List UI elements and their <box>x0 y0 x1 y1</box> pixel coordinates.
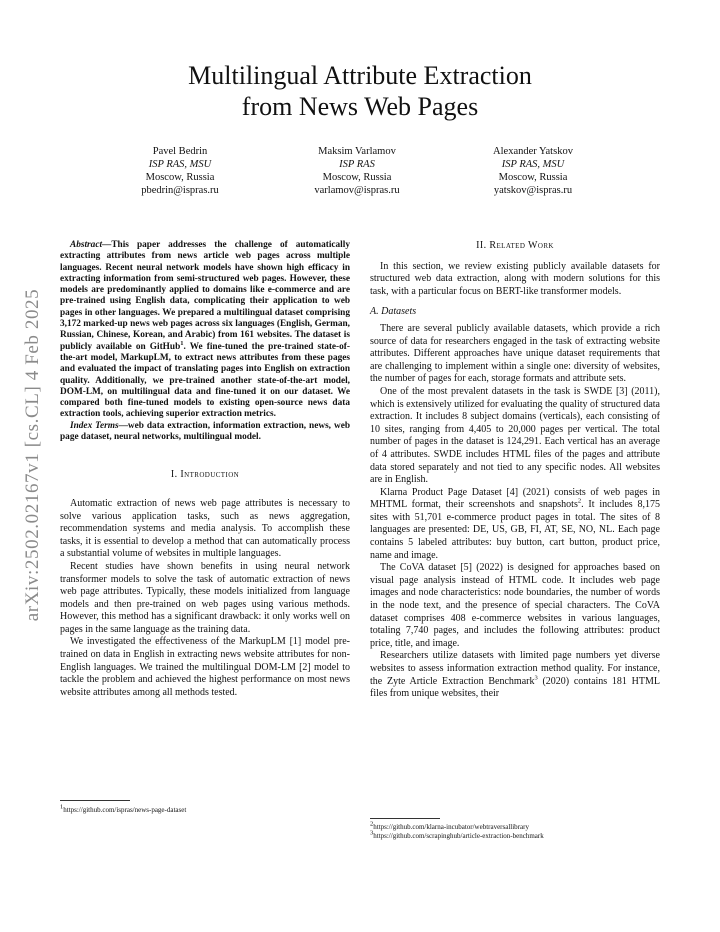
author-name: Pavel Bedrin <box>152 146 208 157</box>
author-affiliation: ISP RAS, MSU <box>501 159 565 170</box>
zyte-text-cont: (2020) contains 181 HTML files from unique websites, their <box>370 675 660 700</box>
arxiv-id[interactable]: arXiv:2502.02167v1 [cs.CL] 4 Feb 2025 <box>22 288 43 622</box>
footnote-rule <box>60 800 130 801</box>
footnote-2 <box>370 820 529 832</box>
author-affiliation: ISP RAS, MSU <box>148 159 212 170</box>
arxiv-stamp <box>22 255 44 655</box>
author-email[interactable]: varlamov@ispras.ru <box>314 185 400 196</box>
author-name: Maksim Varlamov <box>318 146 396 157</box>
footnote-link[interactable]: https://github.com/scrapinghub/article-extraction-benchmark <box>373 832 544 840</box>
abstract-body: —This paper addresses the challenge of automatically extracting attributes from news article web pages across multiple languages. Recent neural network models have shown high efficacy in extracting information from semi-structured web pages. However, these models are predominantly applied to domains like e-commerce and are pre-trained using English data, complicating their application to web pages in other languages. We prepared a multilingual dataset comprising 3,172 marked-up news web pages across six languages (English, German, Russian, Chinese, Korean, and Arabic) from 161 websites. The dataset is publicly available on GitHub <box>60 240 350 352</box>
paper-title <box>100 60 620 122</box>
related-paragraph <box>370 650 660 700</box>
index-terms-text: —web data extraction, information extraction, news, web page dataset, neural networks, multilingual model. <box>60 420 350 443</box>
footnote-rule <box>370 818 440 819</box>
author-location: Moscow, Russia <box>322 172 392 183</box>
footnote-1 <box>60 803 187 815</box>
footnote-mark: 3 <box>370 829 374 837</box>
abstract <box>60 240 350 443</box>
footnote-mark: 2 <box>370 820 374 828</box>
author-2 <box>262 145 452 197</box>
index-terms-label: Index Terms <box>70 420 119 431</box>
right-column <box>370 240 660 701</box>
intro-paragraph: We investigated the effectiveness of the MarkupLM [1] model pre-trained on data in English in extracting news website attributes for non-English languages. We trained the multilingual DOM-LM [2] model to tackle the problem and achieved the highest performance on most news website attributes among all methods tested. <box>60 636 350 698</box>
footnote-mark[interactable]: 2 <box>577 497 582 505</box>
abstract-text <box>60 240 350 421</box>
author-3 <box>438 145 628 197</box>
author-name: Alexander Yatskov <box>493 146 573 157</box>
section-title-introduction: I. Introduction <box>170 469 240 481</box>
footnote-mark[interactable]: 3 <box>534 674 538 682</box>
footnote-link[interactable]: https://github.com/klarna-incubator/webtraversallibrary <box>373 823 529 831</box>
footnote-link[interactable]: https://github.com/ispras/news-page-dataset <box>63 806 187 814</box>
author-1 <box>85 145 275 197</box>
klarna-text: Klarna Product Page Dataset [4] (2021) consists of web pages in MHTML format, their screenshots and snapshots <box>370 486 660 511</box>
subsection-title-datasets: A. Datasets <box>370 306 417 318</box>
related-paragraph: There are several publicly available datasets, which provide a rich source of data for researchers engaged in the task of extracting website attributes. Different approaches have unique dataset requirements that are challenging to implement within a single one: diversity of websites, the number of pages for each, storage formats and attribute sets. <box>370 322 660 385</box>
left-column <box>60 240 350 699</box>
title-line-1: Multilingual Attribute Extraction <box>188 61 532 90</box>
related-paragraph: The CoVA dataset [5] (2022) is designed for approaches based on visual page analysis instead of HTML code. It includes web page images and node characteristics: node boundaries, the number of words in the node text, and the presence of special characters. The CoVA dataset comprises 408 e-commerce websites in various languages, totaling 7,740 pages, and includes the following attributes: product price, title, and image. <box>370 562 660 649</box>
abstract-label: Abstract <box>70 240 103 250</box>
intro-paragraph: Automatic extraction of news web page attributes is necessary to solve various application tasks, such as news aggregation, recommendation systems and media analysis. To accomplish these tasks, it is essential to develop a method that can automatically process a substantial volume of websites in multiple languages. <box>60 497 350 560</box>
author-email[interactable]: pbedrin@ispras.ru <box>141 185 219 196</box>
intro-paragraph: Recent studies have shown benefits in using neural network transformer models to solve the task of automatic extraction of news web page attributes. Typically, these models initialized from language models and then pre-trained on web pages using various methods. However, this method has a significant drawback: it only works well on pages in the same language as the training data. <box>60 560 350 635</box>
index-terms <box>60 421 350 444</box>
title-line-2: from News Web Pages <box>241 92 479 121</box>
section-title-related-work: II. Related Work <box>476 240 554 251</box>
footnote-mark[interactable]: 1 <box>180 339 184 347</box>
footnote-mark: 1 <box>60 803 64 811</box>
author-email[interactable]: yatskov@ispras.ru <box>493 185 573 196</box>
klarna-text-cont: . It includes 8,175 sites with 51,701 e-commerce product pages in total. The sites of 8 languages are presented: DE, US, GB, FI, AT, SE, NO, NL. Each page contains 5 labeled attributes: buy button, cart button, product price, name and image. <box>370 499 660 561</box>
footnote-3 <box>370 829 544 841</box>
author-location: Moscow, Russia <box>145 172 215 183</box>
author-affiliation: ISP RAS <box>339 159 375 170</box>
abstract-body-cont: . We fine-tuned the pre-trained state-of-the-art model, MarkupLM, to extract news attributes from these pages and evaluated the impact of translating pages into English on extraction quality. Additionally, we pre-trained another state-of-the-art model, DOM-LM, on multilingual data and fine-tuned it on our dataset. We compared both fine-tuned models to existing open-source news data extraction tools, achieving superior extraction metrics. <box>60 341 350 420</box>
author-location: Moscow, Russia <box>498 172 568 183</box>
zyte-text: Researchers utilize datasets with limited page numbers yet diverse websites to assess information extraction method quality. For instance, the Zyte Article Extraction Benchmark <box>370 650 660 687</box>
related-paragraph: One of the most prevalent datasets in the task is SWDE [3] (2011), which is extensively utilized for evaluating the quality of structured data extraction. It includes 8 subject domains (verticals), each consisting of 10 sites, ranging from 4,405 to 20,000 pages per vertical. The total number of pages in the dataset is 124,291. Each vertical has an average of 4 attributes. SWDE includes HTML files of the pages and attribute data stored separately and not tied to any specific nodes. All websites are in English. <box>370 385 660 486</box>
related-intro: In this section, we review existing publicly available datasets for structured web data extraction, along with modern solutions for this task, with a particular focus on BERT-like transformer models. <box>370 260 660 297</box>
related-paragraph <box>370 487 660 563</box>
